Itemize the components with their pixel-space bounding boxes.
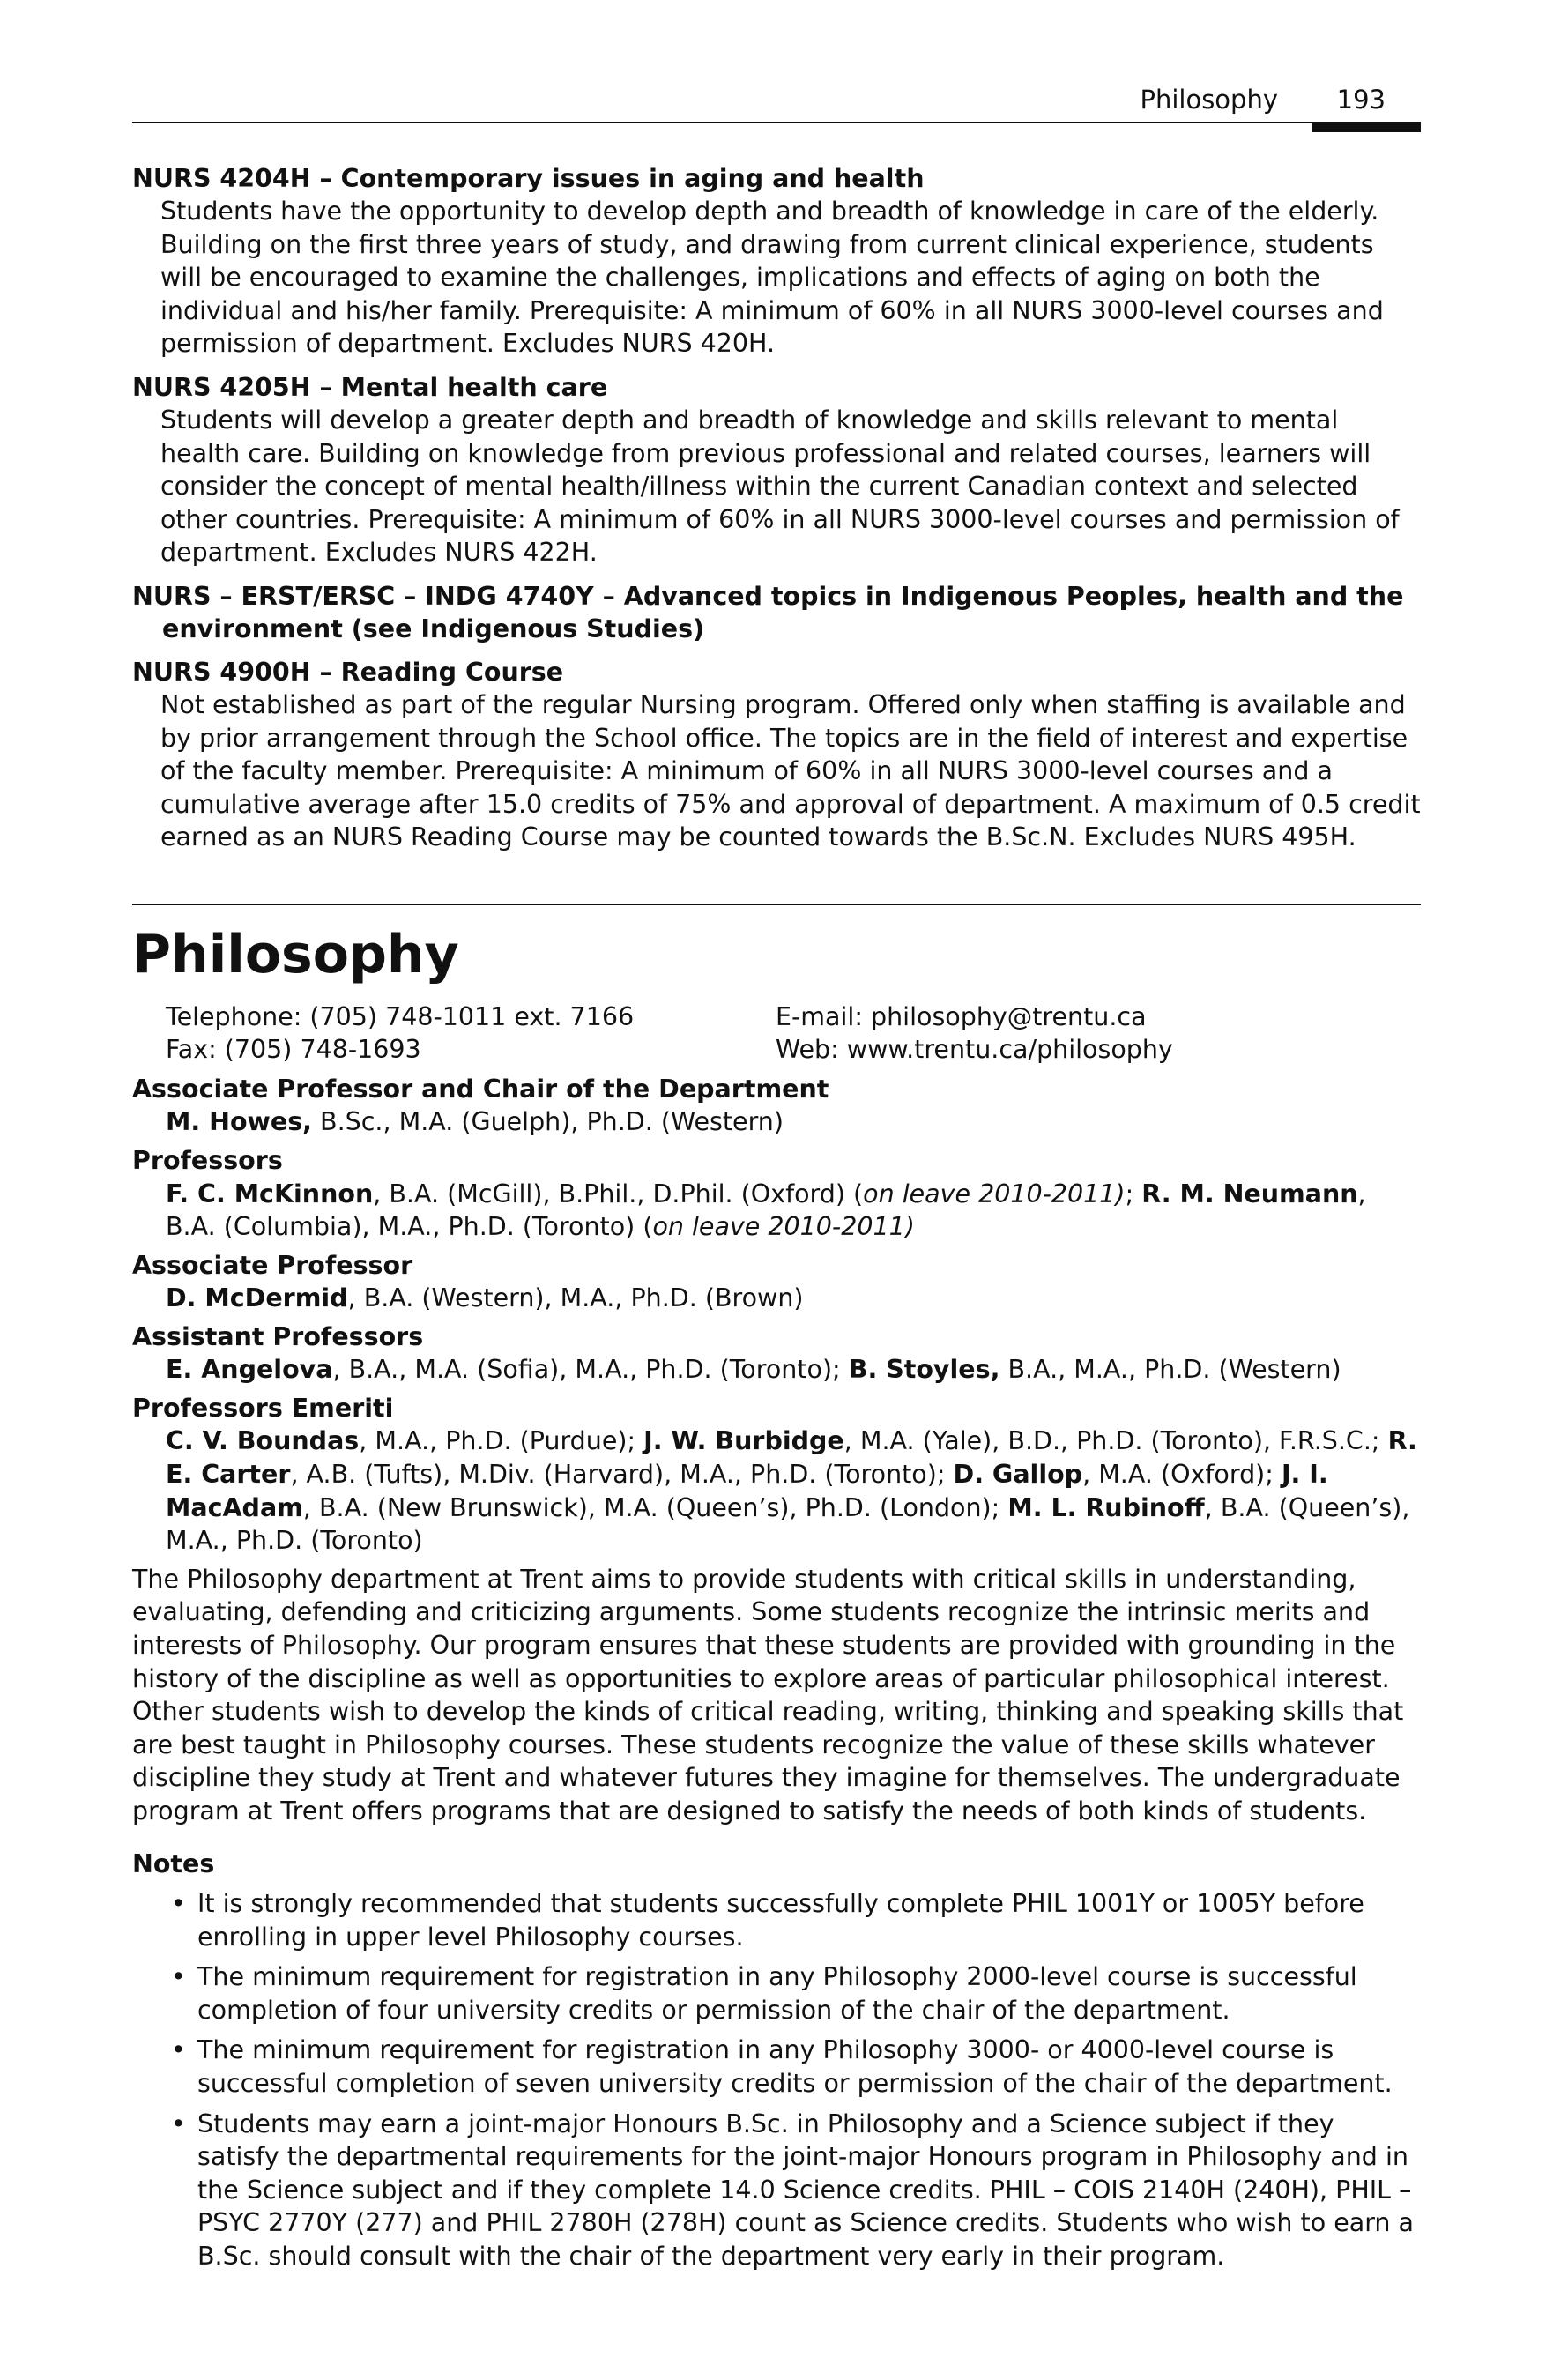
faculty-heading: Professors Emeriti [132,1393,394,1423]
faculty-credentials: , B.A., M.A. (Sofia), M.A., Ph.D. (Toronto); [332,1355,849,1385]
faculty-credentials: , A.B. (Tufts), M.Div. (Harvard), M.A., Ph.D. (Toronto); [290,1459,954,1489]
course-description: Students have the opportunity to develop depth and breadth of knowledge in care of the elderly. Building on the first three years of study, and drawing from current clinical experience, students will be encouraged to examine the challenges, implications and effects of aging on both the individual and his/her family. Prerequisite: A minimum of 60% in all NURS 3000-level courses and permission of department. Excludes NURS 420H. [160,197,1384,359]
email-address: E-mail: philosophy@trentu.ca [776,1001,1147,1031]
faculty-list [132,1282,1421,1315]
faculty-name: D. McDermid [166,1283,348,1313]
faculty-name: J. W. Burbidge [643,1426,844,1456]
separator: ; [1125,1179,1142,1209]
faculty-name: M. L. Rubinoff [1007,1492,1205,1522]
header-tab-bar [1312,123,1421,132]
faculty-name: D. Gallop [953,1459,1083,1489]
faculty-list [132,1178,1421,1244]
list-item: • The minimum requirement for registration in any Philosophy 2000-level course is successful completion of four university credits or permission of the chair of the department. [171,1962,1357,2025]
course-description: Not established as part of the regular Nursing program. Offered only when staffing is available and by prior arrangement through the School office. The topics are in the field of interest and expertise of the faculty member. Prerequisite: A minimum of 60% in all NURS 3000-level courses and a cumulative average after 15.0 credits of 75% and approval of department. A maximum of 0.5 credit earned as an NURS Reading Course may be counted towards the B.Sc.N. Excludes NURS 495H. [160,689,1421,852]
faculty-name: E. Angelova [166,1355,333,1385]
faculty-list [132,1105,1421,1139]
course-title: NURS 4205H – Mental health care [132,372,608,402]
contact-info [132,1000,1421,1067]
faculty-credentials: B.Sc., M.A. (Guelph), Ph.D. (Western) [312,1107,784,1137]
faculty-credentials: , M.A. (Oxford); [1082,1459,1282,1489]
page-number: 193 [1336,85,1386,115]
faculty-name: C. V. Boundas [166,1426,360,1456]
faculty-credentials: B.A., M.A., Ph.D. (Western) [999,1355,1341,1385]
faculty-list [132,1353,1421,1387]
faculty-name: R. M. Neumann [1141,1179,1358,1209]
faculty-name: B. Stoyles, [848,1355,1000,1385]
fax: Fax: (705) 748-1693 [166,1035,421,1065]
running-header-section: Philosophy [1140,85,1278,115]
faculty-name: R. E. Carter [166,1426,1417,1489]
telephone: Telephone: (705) 748-1011 ext. 7166 [166,1001,635,1031]
notes-list [132,1887,1421,2273]
faculty-list [132,1424,1421,1557]
list-item: • It is strongly recommended that students successfully complete PHIL 1001Y or 1005Y before enrolling in upper level Philosophy courses. [171,1889,1364,1952]
web-address: Web: www.trentu.ca/philosophy [776,1035,1173,1065]
faculty-name: J. I. MacAdam [166,1459,1328,1522]
faculty-heading: Professors [132,1146,283,1175]
faculty-credentials: , B.A. (Queen’s), M.A., Ph.D. (Toronto) [166,1492,1410,1556]
notes-heading: Notes [132,1848,215,1878]
faculty-credentials: , B.A. (New Brunswick), M.A. (Queen’s), Ph.D. (London); [302,1492,1008,1522]
leave-note: on leave 2010-2011) [652,1212,915,1242]
course-description: Students will develop a greater depth and breadth of knowledge and skills relevant to mental health care. Building on knowledge from previous professional and related courses, learners will consider the concept of mental health/illness within the current Canadian context and selected other countries. Prerequisite: A minimum of 60% in all NURS 3000-level courses and permission of department. Excludes NURS 422H. [160,405,1400,568]
department-title: Philosophy [132,923,459,985]
course-title: NURS – ERST/ERSC – INDG 4740Y – Advanced topics in Indigenous Peoples, health and the environment (see Indigenous Studies) [132,581,1404,643]
course-entry [132,371,1421,569]
bullet-icon: • [171,1962,186,1992]
course-title: NURS 4204H – Contemporary issues in aging and health [132,164,925,193]
course-title: NURS 4900H – Reading Course [132,657,564,687]
faculty-credentials: , B.A. (McGill), B.Phil., D.Phil. (Oxford) ( [373,1179,864,1209]
header-rule [132,122,1421,123]
faculty-credentials: , B.A. (Western), M.A., Ph.D. (Brown) [347,1283,804,1313]
faculty-heading: Assistant Professors [132,1321,424,1351]
faculty-credentials: , M.A. (Yale), B.D., Ph.D. (Toronto), F.R.S.C.; [843,1426,1388,1456]
faculty-credentials: , B.A. (Columbia), M.A., Ph.D. (Toronto) ( [166,1179,1366,1242]
faculty-heading: Associate Professor [132,1250,413,1280]
bullet-icon: • [171,2109,186,2138]
faculty-name: F. C. McKinnon [166,1179,374,1209]
section-divider [132,904,1421,905]
course-entry [132,580,1421,645]
course-entry [132,162,1421,361]
bullet-icon: • [171,1889,186,1918]
list-item: • The minimum requirement for registration in any Philosophy 3000- or 4000-level course is successful completion of seven university credits or permission of the chair of the department. [171,2035,1393,2098]
leave-note: on leave 2010-2011) [863,1179,1126,1209]
faculty-name: M. Howes, [166,1107,312,1137]
faculty-credentials: , M.A., Ph.D. (Purdue); [359,1426,644,1456]
faculty-heading: Associate Professor and Chair of the Department [132,1074,829,1104]
page-content [132,162,1421,2280]
bullet-icon: • [171,2035,186,2065]
course-entry [132,656,1421,854]
department-intro: The Philosophy department at Trent aims to provide students with critical skills in understanding, evaluating, defending and criticizing arguments. Some students recognize the intrinsic merits and interests of Philosophy. Our program ensures that these students are provided with grounding in the history of the discipline as well as opportunities to explore areas of particular philosophical interest. Other students wish to develop the kinds of critical reading, writing, thinking and speaking skills that are best taught in Philosophy courses. These students recognize the value of these skills whatever discipline they study at Trent and whatever futures they imagine for themselves. The undergraduate program at Trent offers programs that are designed to satisfy the needs of both kinds of students. [132,1564,1404,1826]
running-header [132,81,1421,134]
list-item: • Students may earn a joint-major Honours B.Sc. in Philosophy and a Science subject if they satisfy the departmental requirements for the joint-major Honours program in Philosophy and in the Science subject and if they complete 14.0 Science credits. PHIL – COIS 2140H (240H), PHIL – PSYC 2770Y (277) and PHIL 2780H (278H) count as Science credits. Students who wish to earn a B.Sc. should consult with the chair of the department very early in their program. [171,2109,1415,2271]
